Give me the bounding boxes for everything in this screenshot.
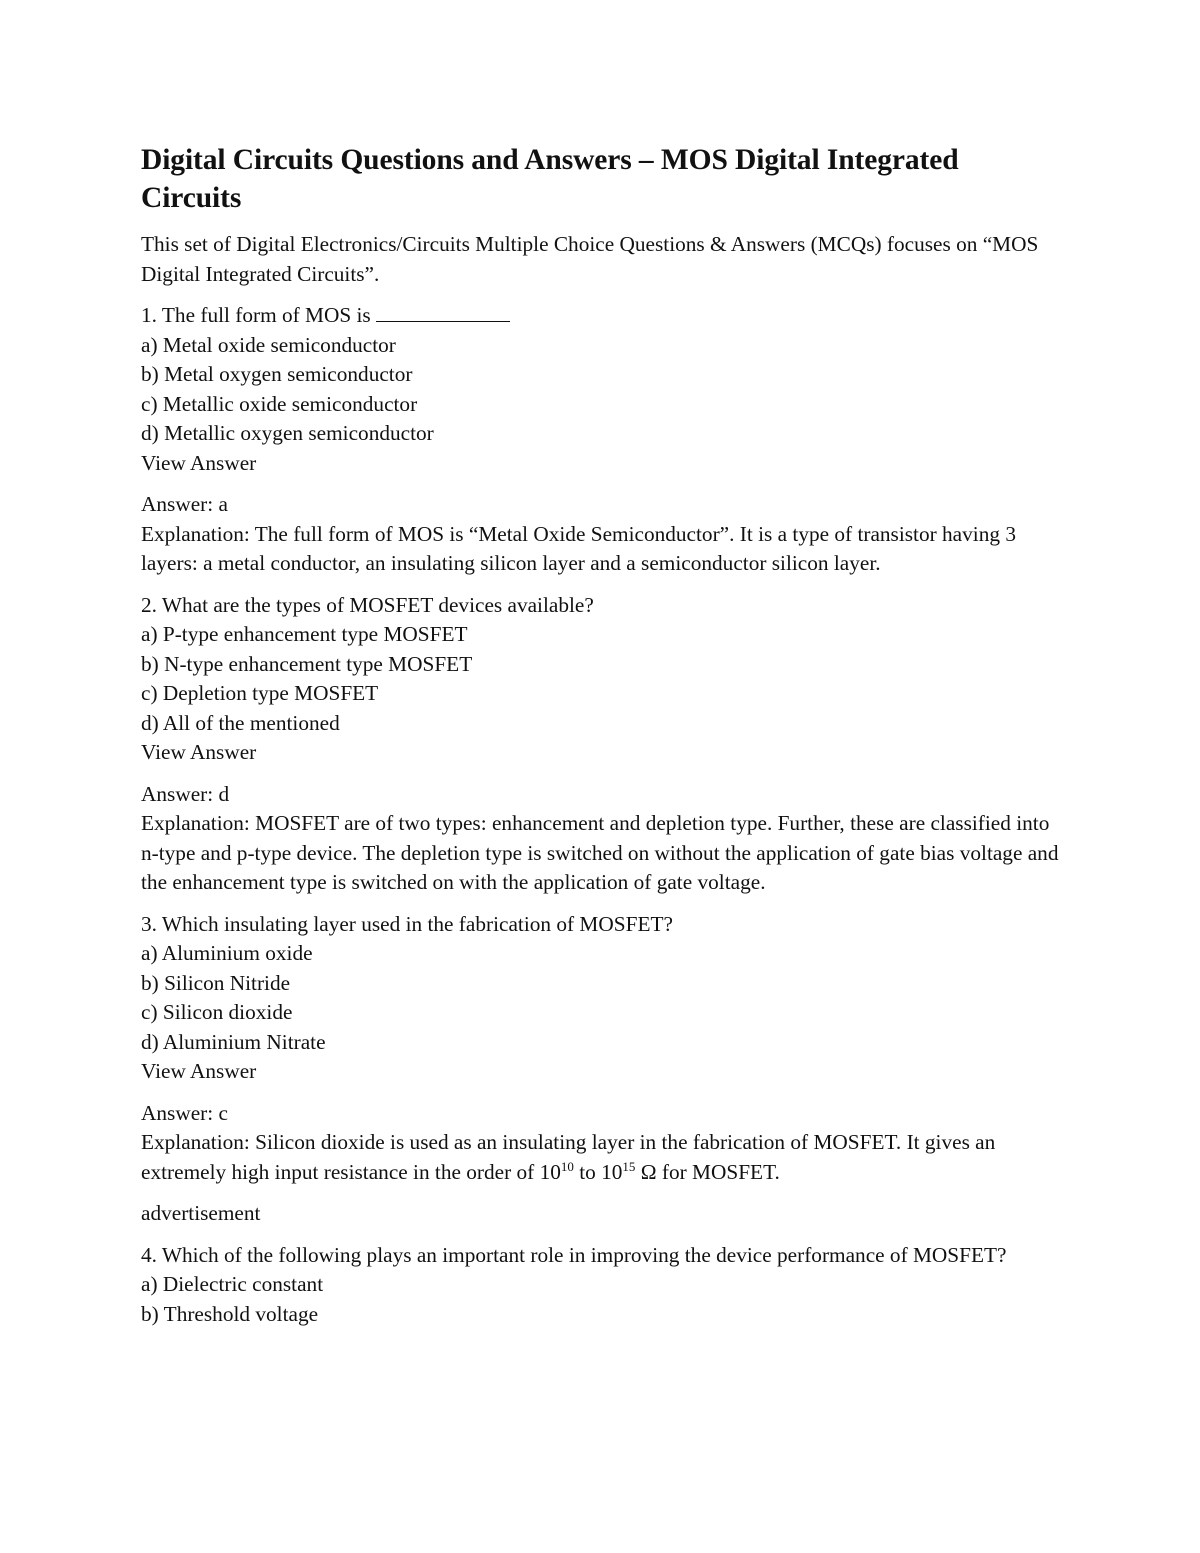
- question-2: [141, 591, 1059, 768]
- exponent-15: 15: [622, 1158, 636, 1174]
- view-answer-link[interactable]: View Answer: [141, 740, 257, 764]
- question-3: [141, 910, 1059, 1087]
- intro-paragraph: This set of Digital Electronics/Circuits Multiple Choice Questions & Answers (MCQs) focuses on “MOS Digital Integrated Circuits”.: [141, 232, 1039, 286]
- question-2-text: 2. What are the types of MOSFET devices available?: [141, 592, 594, 617]
- advertisement-label: advertisement: [141, 1201, 261, 1225]
- answer-text: Answer: c: [141, 1100, 228, 1125]
- exponent-10: 10: [560, 1158, 574, 1174]
- option-a: a) Metal oxide semiconductor: [141, 332, 396, 357]
- question-3-text: 3. Which insulating layer used in the fabrication of MOSFET?: [141, 911, 673, 936]
- option-a: a) P-type enhancement type MOSFET: [141, 622, 468, 646]
- answer-2: [141, 780, 1059, 898]
- explanation-text: Explanation: The full form of MOS is “Metal Oxide Semiconductor”. It is a type of transistor having 3 layers: a metal conductor, an insulating silicon layer and a semiconductor silicon layer.: [141, 521, 1016, 575]
- option-b: b) Threshold voltage: [141, 1301, 319, 1326]
- option-d: d) All of the mentioned: [141, 710, 340, 735]
- question-4: [141, 1241, 1059, 1330]
- question-4-text: 4. Which of the following plays an important role in improving the device performance of MOSFET?: [141, 1242, 1007, 1267]
- question-1: [141, 301, 1059, 478]
- explanation-text: Explanation: Silicon dioxide is used as an insulating layer in the fabrication of MOSFET. It gives an extremely high input resistance in the order of $10^{10}$ to $10^{15}$ Ω for MOSFET.: [141, 1130, 996, 1184]
- option-c: c) Depletion type MOSFET: [141, 681, 379, 705]
- explanation-text: Explanation: MOSFET are of two types: enhancement and depletion type. Further, these are classified into n-type and p-type device. The depletion type is switched on without the application of gate bias voltage and the enhancement type is switched on with the application of gate voltage.: [141, 811, 1059, 894]
- page-title: Digital Circuits Questions and Answers – MOS Digital Integrated Circuits: [141, 144, 959, 214]
- answer-1: [141, 490, 1059, 579]
- view-answer-link[interactable]: View Answer: [141, 450, 257, 475]
- question-1-text: 1. The full form of MOS is: [141, 301, 1059, 331]
- answer-text: Answer: d: [141, 781, 230, 806]
- option-c: c) Silicon dioxide: [141, 1000, 293, 1024]
- option-b: b) Metal oxygen semiconductor: [141, 362, 413, 386]
- document-page: [141, 141, 1059, 1341]
- option-c: c) Metallic oxide semiconductor: [141, 391, 418, 416]
- answer-text: Answer: a: [141, 492, 228, 516]
- option-d: d) Metallic oxygen semiconductor: [141, 421, 434, 445]
- option-b: b) Silicon Nitride: [141, 970, 291, 995]
- option-d: d) Aluminium Nitrate: [141, 1029, 326, 1054]
- option-a: a) Dielectric constant: [141, 1272, 324, 1296]
- option-b: b) N-type enhancement type MOSFET: [141, 651, 473, 676]
- view-answer-link[interactable]: View Answer: [141, 1059, 257, 1083]
- option-a: a) Aluminium oxide: [141, 941, 313, 965]
- blank-line: [376, 304, 510, 322]
- answer-3: [141, 1099, 1059, 1188]
